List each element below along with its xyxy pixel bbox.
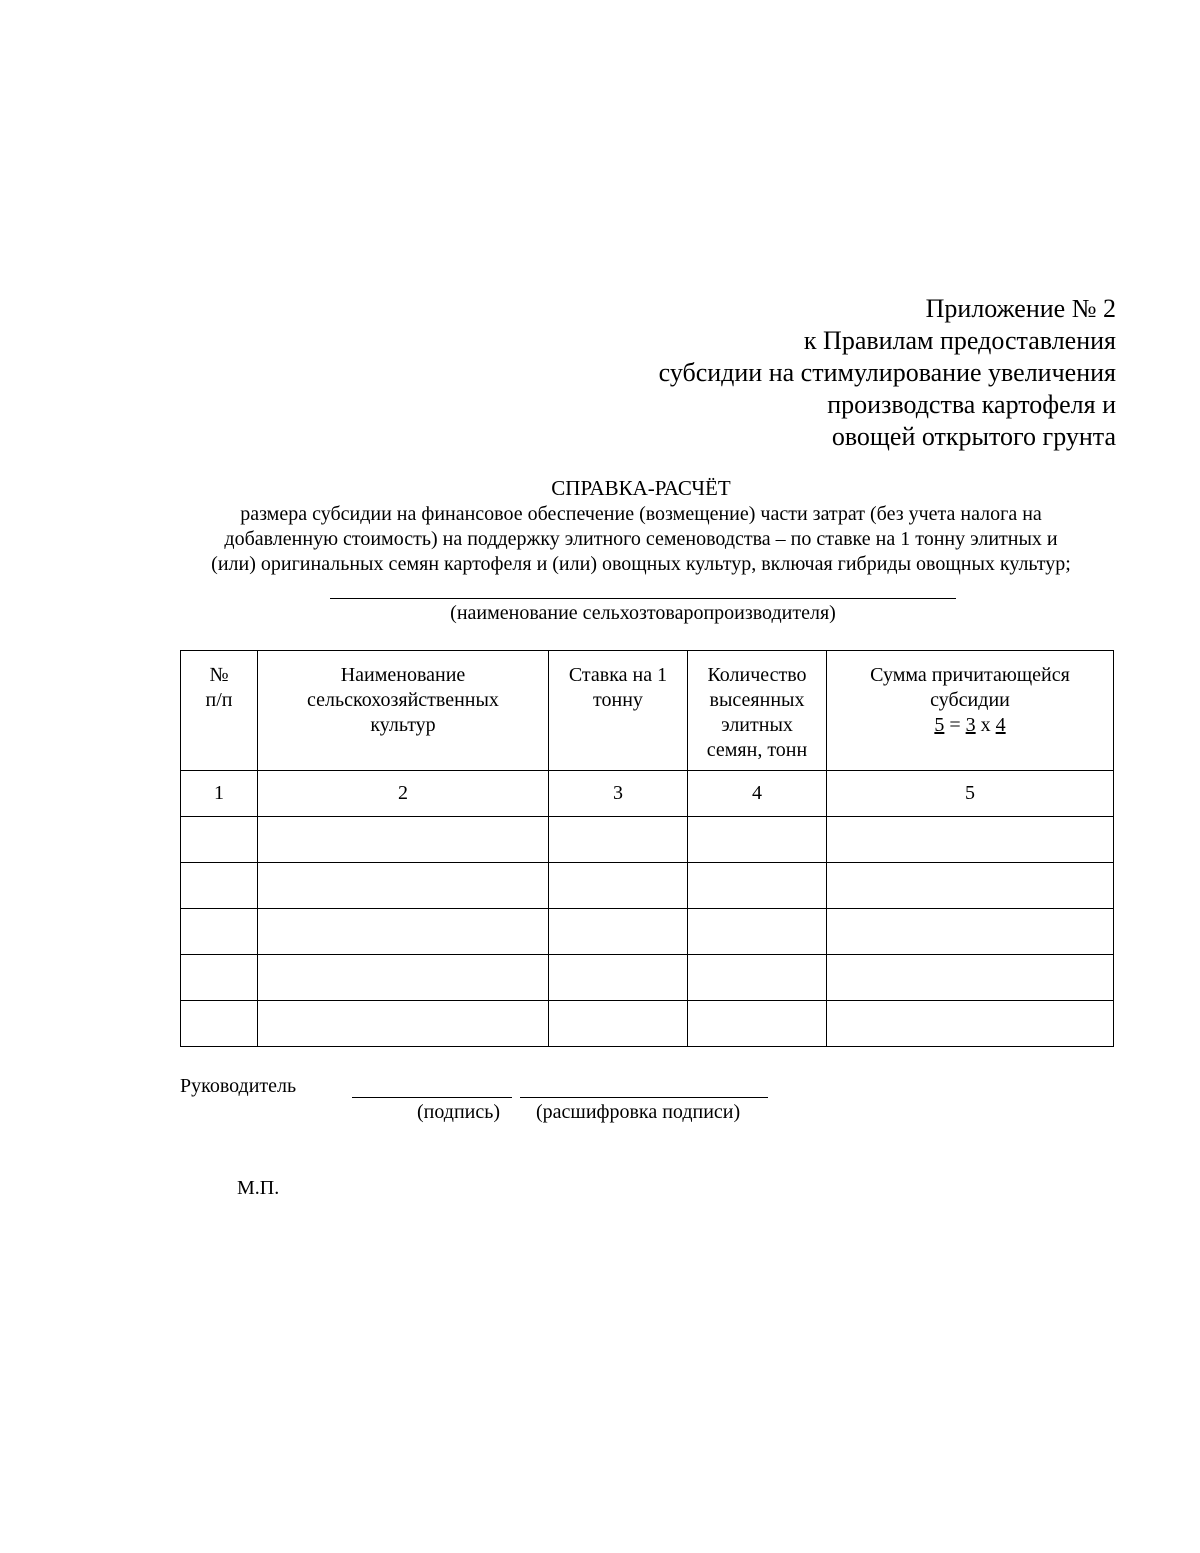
table-cell[interactable] — [549, 817, 688, 863]
header-text: Количество — [707, 664, 807, 686]
header-text: № — [209, 664, 229, 686]
column-number: 2 — [258, 771, 549, 817]
producer-name-field-line[interactable] — [330, 598, 956, 599]
producer-name-caption: (наименование сельхозтоваропроизводителя) — [450, 602, 836, 624]
stamp-placeholder: М.П. — [237, 1177, 280, 1199]
table-row — [181, 817, 1114, 863]
subsidy-calculation-table — [180, 650, 1114, 1047]
table-row — [181, 909, 1114, 955]
table-cell[interactable] — [258, 1001, 549, 1047]
header-subsidy-amount — [827, 651, 1114, 771]
formula-operator: х — [975, 714, 996, 736]
table-cell[interactable] — [827, 955, 1114, 1001]
formula-term: 3 — [965, 714, 976, 736]
subtitle-line: размера субсидии на финансовое обеспечение (возмещение) части затрат (без учета налога на — [240, 503, 1042, 525]
formula-term: 5 — [934, 714, 945, 736]
table-cell[interactable] — [181, 863, 258, 909]
header-text: Сумма причитающейся — [870, 664, 1070, 686]
table-cell[interactable] — [181, 1001, 258, 1047]
table-cell[interactable] — [181, 955, 258, 1001]
table-cell[interactable] — [258, 863, 549, 909]
header-text: Наименование — [340, 664, 466, 686]
header-text: высеянных — [709, 689, 805, 711]
appendix-line: к Правилам предоставления — [803, 326, 1116, 355]
document-title: СПРАВКА-РАСЧЁТ — [551, 476, 731, 500]
head-label: Руководитель — [180, 1075, 297, 1097]
appendix-line: овощей открытого грунта — [831, 422, 1116, 451]
header-text: тонну — [593, 689, 643, 711]
table-cell[interactable] — [827, 909, 1114, 955]
column-number-row — [181, 771, 1114, 817]
header-text: сельскохозяйственных — [307, 689, 499, 711]
formula-term: 4 — [995, 714, 1006, 736]
signature-caption: (подпись) — [417, 1101, 501, 1123]
table-cell[interactable] — [688, 817, 827, 863]
table-cell[interactable] — [688, 863, 827, 909]
table-cell[interactable] — [688, 909, 827, 955]
header-row-number — [181, 651, 258, 771]
table-cell[interactable] — [549, 863, 688, 909]
header-text: семян, тонн — [706, 739, 808, 761]
appendix-header — [659, 293, 1116, 453]
signature-field-line[interactable] — [352, 1097, 512, 1098]
subtitle-line: добавленную стоимость) на поддержку элитного семеноводства – по ставке на 1 тонну элитных и — [224, 528, 1058, 550]
table-row — [181, 1001, 1114, 1047]
table-cell[interactable] — [827, 863, 1114, 909]
column-number: 1 — [181, 771, 258, 817]
table-cell[interactable] — [827, 817, 1114, 863]
signature-decoding-caption: (расшифровка подписи) — [536, 1101, 741, 1123]
table-header-row — [181, 651, 1114, 771]
table-cell[interactable] — [258, 909, 549, 955]
table-cell[interactable] — [549, 1001, 688, 1047]
header-crop-name — [258, 651, 549, 771]
header-text: элитных — [721, 714, 793, 736]
table-cell[interactable] — [258, 817, 549, 863]
subsidy-formula — [827, 713, 1113, 738]
document-subtitle — [140, 502, 1142, 577]
header-text: п/п — [205, 689, 233, 711]
table-cell[interactable] — [181, 909, 258, 955]
appendix-line: Приложение № 2 — [925, 294, 1116, 323]
subtitle-line: (или) оригинальных семян картофеля и (или) овощных культур, включая гибриды овощных культур; — [211, 553, 1071, 575]
header-seed-quantity — [688, 651, 827, 771]
table-cell[interactable] — [688, 1001, 827, 1047]
column-number: 4 — [688, 771, 827, 817]
header-text: Ставка на 1 — [568, 664, 668, 686]
appendix-line: субсидии на стимулирование увеличения — [658, 358, 1116, 387]
header-rate-per-ton — [549, 651, 688, 771]
table-cell[interactable] — [688, 955, 827, 1001]
table-cell[interactable] — [181, 817, 258, 863]
header-text: субсидии — [930, 689, 1010, 711]
header-text: культур — [370, 714, 436, 736]
column-number: 3 — [549, 771, 688, 817]
appendix-line: производства картофеля и — [827, 390, 1116, 419]
table-row — [181, 863, 1114, 909]
table-cell[interactable] — [258, 955, 549, 1001]
formula-operator: = — [944, 714, 966, 736]
table-cell[interactable] — [549, 909, 688, 955]
column-number: 5 — [827, 771, 1114, 817]
table-cell[interactable] — [549, 955, 688, 1001]
table-cell[interactable] — [827, 1001, 1114, 1047]
table-row — [181, 955, 1114, 1001]
signature-decoding-field-line[interactable] — [520, 1097, 768, 1098]
